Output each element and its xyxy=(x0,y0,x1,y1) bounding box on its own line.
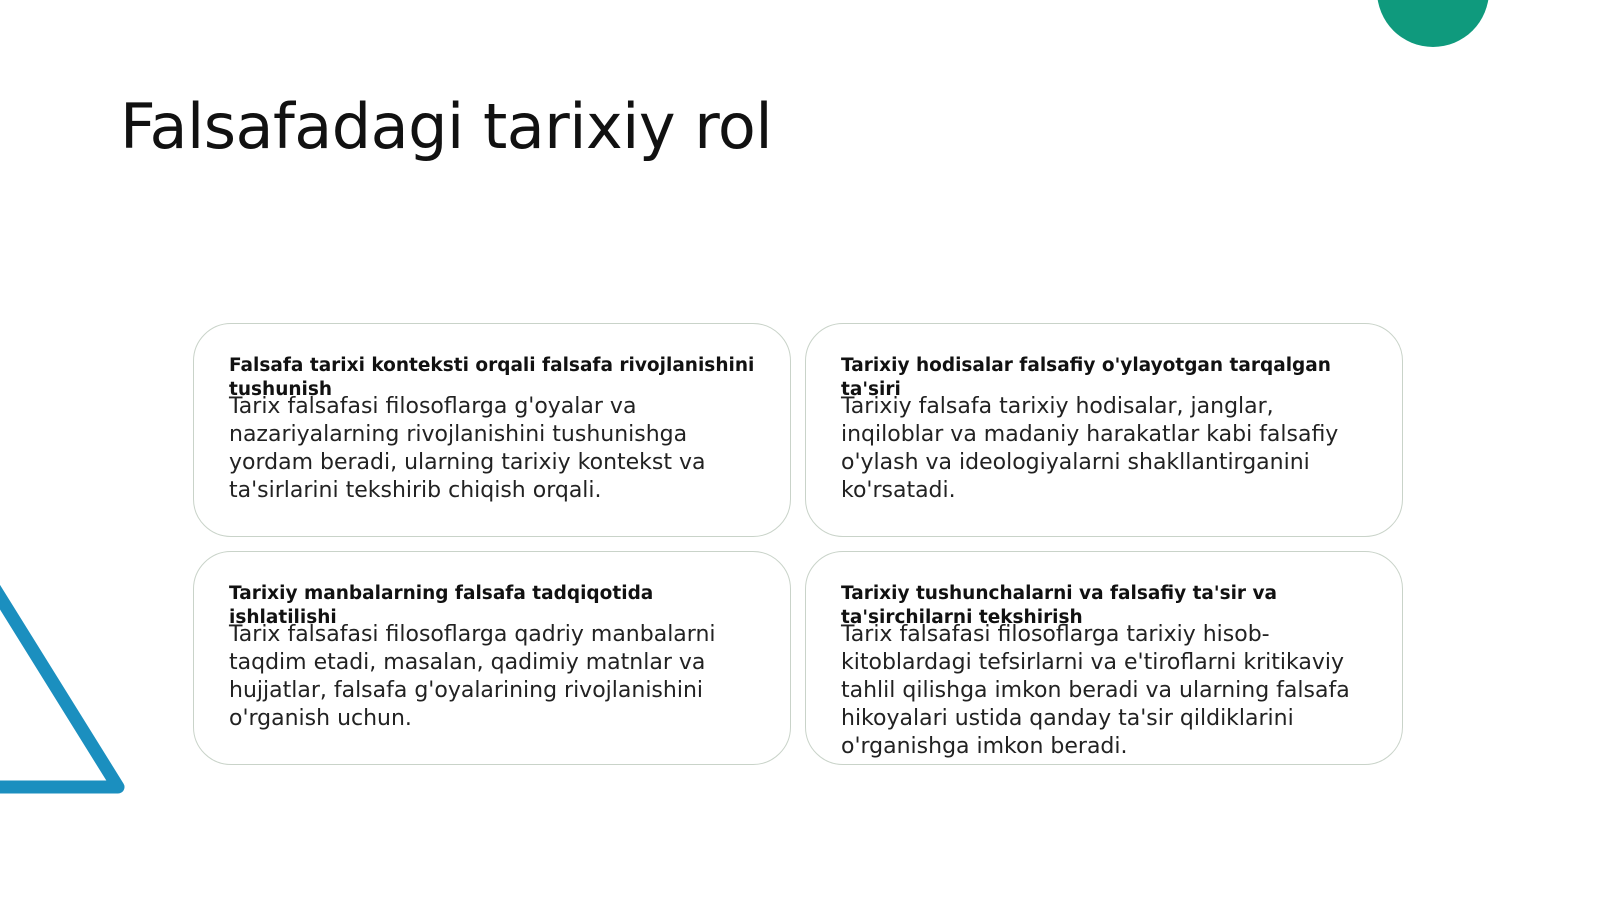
info-card xyxy=(805,551,1403,765)
green-circle-decoration xyxy=(1377,0,1489,47)
card-text: Tarix falsafasi filosoflarga qadriy manbalarni taqdim etadi, masalan, qadimiy matnlar va hujjatlar, falsafa g'oyalarining rivojlanishini o'rganish uchun. xyxy=(229,622,716,731)
blue-triangle-decoration xyxy=(0,560,140,820)
info-card xyxy=(193,551,791,765)
card-text: Tarix falsafasi filosoflarga tarixiy hisob-kitoblardagi tefsirlarni va e'tiroflarni kritikaviy tahlil qilishga imkon beradi va ularning falsafa hikoyalari ustida qanday ta'sir qildiklarini o'rganishga imkon beradi. xyxy=(841,622,1350,759)
card-text: Tarix falsafasi filosoflarga g'oyalar va nazariyalarning rivojlanishini tushunishga yordam beradi, ularning tarixiy kontekst va ta'sirlarini tekshirib chiqish orqali. xyxy=(229,394,706,503)
slide-title: Falsafadagi tarixiy rol xyxy=(120,90,773,163)
card-heading: Tarixiy manbalarning falsafa tadqiqotida ishlatilishi xyxy=(229,583,654,628)
card-heading: Tarixiy tushunchalarni va falsafiy ta'sir va ta'sirchilarni tekshirish xyxy=(841,583,1278,628)
info-card xyxy=(805,323,1403,537)
card-heading: Tarixiy hodisalar falsafiy o'ylayotgan tarqalgan ta'siri xyxy=(841,355,1331,400)
info-card xyxy=(193,323,791,537)
card-text: Tarixiy falsafa tarixiy hodisalar, janglar, inqiloblar va madaniy harakatlar kabi falsafiy o'ylash va ideologiyalarni shakllantirganini ko'rsatadi. xyxy=(841,394,1339,503)
card-heading: Falsafa tarixi konteksti orqali falsafa rivojlanishini tushunish xyxy=(229,355,755,400)
